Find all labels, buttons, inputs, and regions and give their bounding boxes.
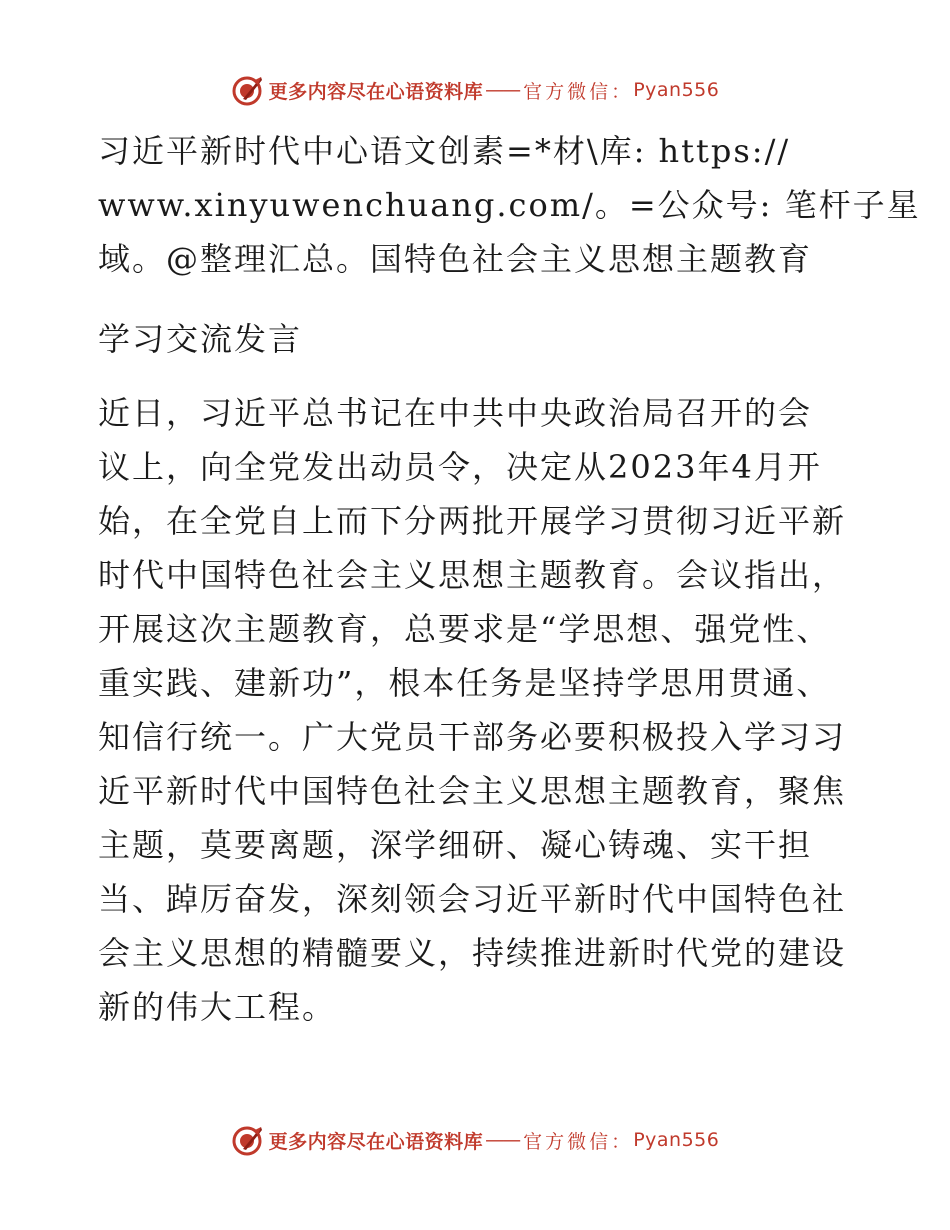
body-line: 重实践、建新功”，根本任务是坚持学思用贯通、 <box>98 664 831 702</box>
body-line: 知信行统一。广大党员干部务必要积极投入学习习 <box>98 718 847 756</box>
quill-logo-icon <box>231 73 265 107</box>
watermark-main-text: 更多内容尽在心语资料库 <box>268 1130 484 1153</box>
heading-line: www.xinyuwenchuang.com/。=公众号: 笔杆子星 <box>98 186 921 224</box>
watermark-main-text: 更多内容尽在心语资料库 <box>268 80 484 103</box>
watermark-label: 官方微信： <box>523 1130 634 1153</box>
header-watermark <box>0 70 950 110</box>
watermark-wechat-id: Pyan556 <box>633 1129 720 1151</box>
body-line: 时代中国特色社会主义思想主题教育。会议指出， <box>98 556 847 594</box>
document-heading <box>98 124 921 286</box>
document-subtitle: 学习交流发言 <box>98 320 303 358</box>
body-line: 近日，习近平总书记在中共中央政治局召开的会 <box>98 394 813 432</box>
watermark-wechat-id: Pyan556 <box>633 79 720 101</box>
body-line: 主题，莫要离题，深学细研、凝心铸魂、实干担 <box>98 826 813 864</box>
heading-line: 习近平新时代中心语文创素=*材\库: https:// <box>98 132 791 170</box>
footer-watermark <box>0 1120 950 1160</box>
watermark-dash: —— <box>485 1129 520 1151</box>
body-line: 近平新时代中国特色社会主义思想主题教育，聚焦 <box>98 772 847 810</box>
body-line: 始，在全党自上而下分两批开展学习贯彻习近平新 <box>98 502 847 540</box>
body-line: 会主义思想的精髓要义，持续推进新时代党的建设 <box>98 934 847 972</box>
body-line: 当、踔厉奋发，深刻领会习近平新时代中国特色社 <box>98 880 847 918</box>
body-line: 新的伟大工程。 <box>98 988 337 1026</box>
watermark-label: 官方微信： <box>523 80 634 103</box>
watermark-dash: —— <box>485 79 520 101</box>
body-line: 开展这次主题教育，总要求是“学思想、强党性、 <box>98 610 831 648</box>
document-body <box>98 386 858 1034</box>
body-line: 议上，向全党发出动员令，决定从2023年4月开 <box>98 448 822 486</box>
quill-logo-icon <box>231 1123 265 1157</box>
heading-line: 域。@整理汇总。国特色社会主义思想主题教育 <box>98 240 813 278</box>
